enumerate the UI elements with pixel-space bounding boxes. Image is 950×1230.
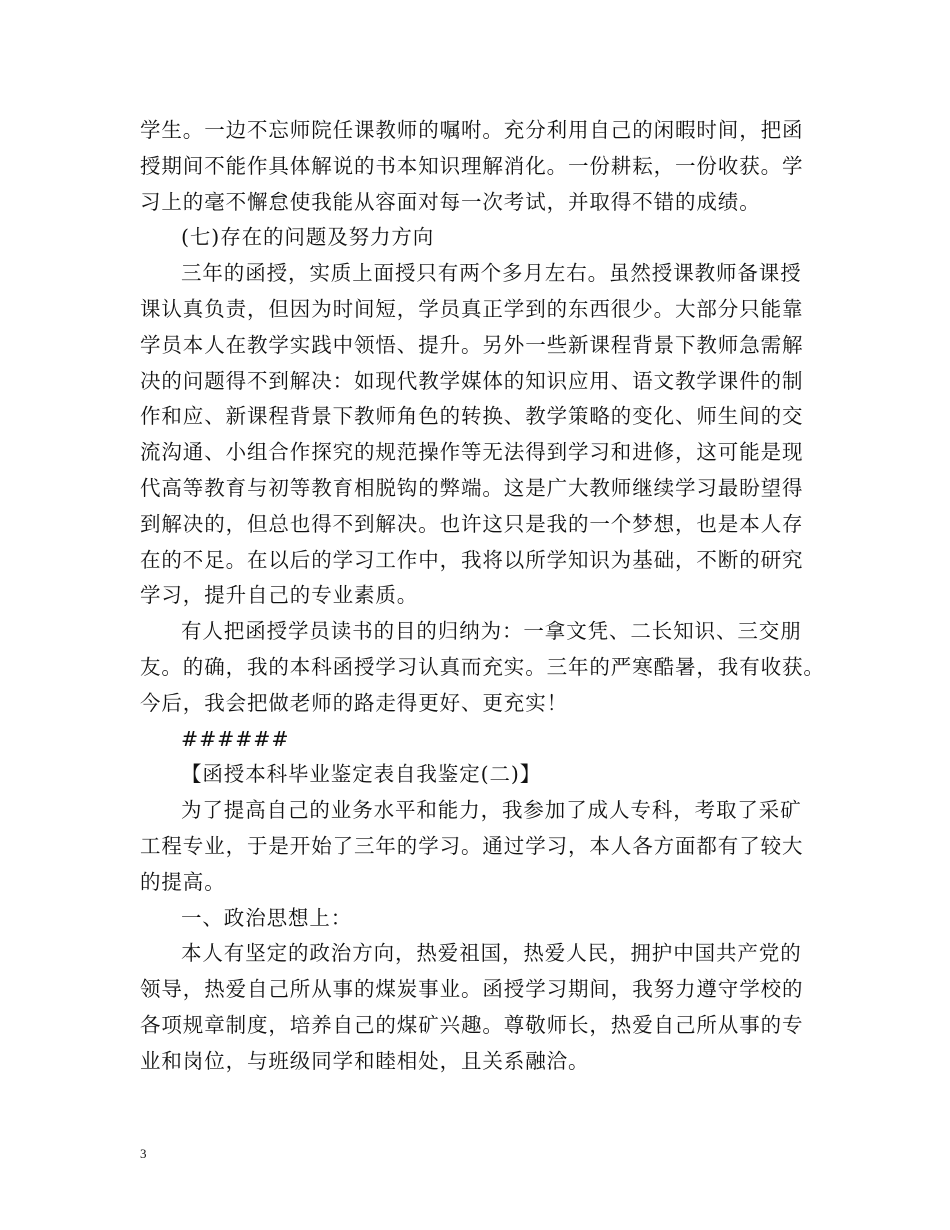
text-line: 作和应、新课程背景下教师角色的转换、教学策略的变化、师生间的交 bbox=[140, 404, 804, 429]
text-line: 领导，热爱自己所从事的煤炭事业。函授学习期间，我努力遵守学校的 bbox=[140, 977, 804, 1002]
text-line: 决的问题得不到解决：如现代教学媒体的知识应用、语文教学课件的制 bbox=[140, 368, 804, 393]
text-line: 各项规章制度，培养自己的煤矿兴趣。尊敬师长，热爱自己所从事的专 bbox=[140, 1012, 804, 1037]
text-line: 友。的确，我的本科函授学习认真而充实。三年的严寒酷暑，我有收获。 bbox=[140, 654, 825, 679]
text-line: 为了提高自己的业务水平和能力，我参加了成人专科，考取了采矿 bbox=[181, 798, 802, 823]
text-line: 学生。一边不忘师院任课教师的嘱咐。充分利用自己的闲暇时间，把函 bbox=[140, 118, 804, 142]
text-line: 课认真负责，但因为时间短，学员真正学到的东西很少。大部分只能靠 bbox=[140, 296, 804, 321]
text-line: 【函授本科毕业鉴定表自我鉴定(二)】 bbox=[181, 762, 542, 787]
text-line: 在的不足。在以后的学习工作中，我将以所学知识为基础，不断的研究 bbox=[140, 547, 804, 572]
text-line: 业和岗位，与班级同学和睦相处，且关系融洽。 bbox=[140, 1048, 590, 1073]
text-line: 的提高。 bbox=[140, 869, 226, 894]
document-body bbox=[140, 113, 830, 1080]
text-line: 授期间不能作具体解说的书本知识理解消化。一份耕耘，一份收获。学 bbox=[140, 153, 804, 178]
text-line: 到解决的，但总也得不到解决。也许这只是我的一个梦想，也是本人存 bbox=[140, 511, 804, 536]
text-line: 流沟通、小组合作探究的规范操作等无法得到学习和进修，这可能是现 bbox=[140, 440, 804, 465]
text-line: 工程专业，于是开始了三年的学习。通过学习，本人各方面都有了较大 bbox=[140, 833, 804, 858]
text-line: 学习，提升自己的专业素质。 bbox=[140, 583, 419, 608]
text-line: 学员本人在教学实践中领悟、提升。另外一些新课程背景下教师急需解 bbox=[140, 332, 804, 357]
text-line: (七)存在的问题及努力方向 bbox=[181, 225, 435, 250]
text-line: 代高等教育与初等教育相脱钩的弊端。这是广大教师继续学习最盼望得 bbox=[140, 475, 804, 500]
text-line: 本人有坚定的政治方向，热爱祖国，热爱人民，拥护中国共产党的 bbox=[181, 941, 802, 966]
text-line: 三年的函授，实质上面授只有两个多月左右。虽然授课教师备课授 bbox=[181, 261, 802, 286]
text-line: 有人把函授学员读书的目的归纳为：一拿文凭、二长知识、三交朋 bbox=[181, 619, 802, 644]
text-line: 一、政治思想上： bbox=[181, 905, 353, 930]
text-line: ###### bbox=[181, 726, 290, 751]
text-line: 今后，我会把做老师的路走得更好、更充实！ bbox=[140, 690, 568, 715]
text-line: 习上的毫不懈怠使我能从容面对每一次考试，并取得不错的成绩。 bbox=[140, 189, 761, 214]
page-number: 3 bbox=[140, 1146, 147, 1161]
